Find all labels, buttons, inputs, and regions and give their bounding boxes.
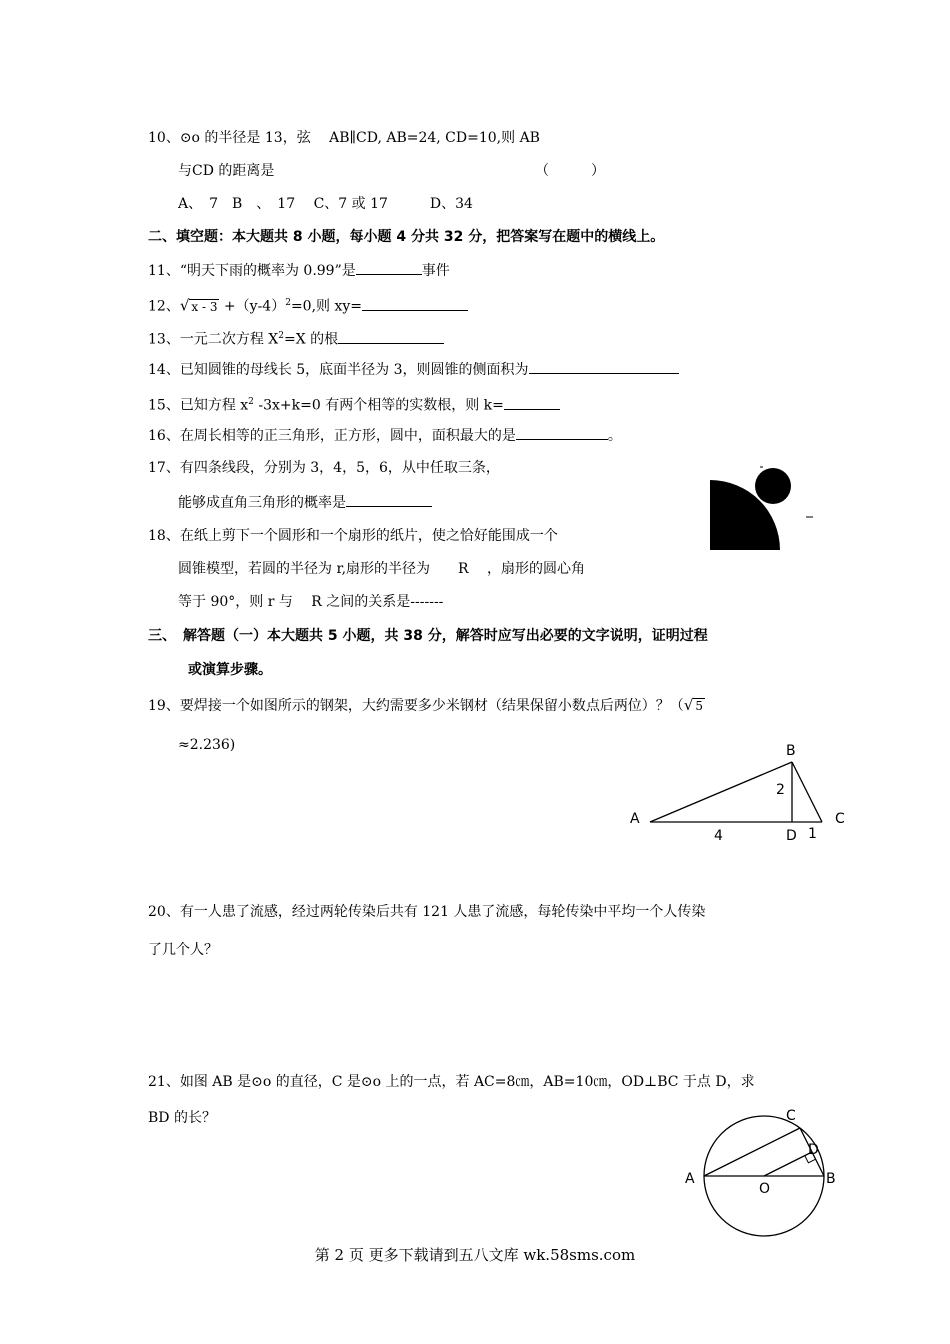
- q10-answer-paren: （ ）: [535, 163, 605, 179]
- q16-text: 16、在周长相等的正三角形，正方形，圆中，面积最大的是: [148, 428, 516, 444]
- q16: [148, 425, 622, 446]
- q17-line1: 17、有四条线段，分别为 3，4，5，6，从中任取三条，: [148, 460, 500, 476]
- q20-line1: 20、有一人患了流感，经过两轮传染后共有 121 人患了流感，每轮传染中平均一个人传染: [148, 904, 706, 920]
- q19-line2: ≈2.236): [178, 737, 236, 753]
- q15: [148, 392, 560, 416]
- label-c: C: [786, 1108, 796, 1124]
- q14-text: 14、已知圆锥的母线长 5，底面半径为 3，则圆锥的侧面积为: [148, 362, 529, 378]
- q15-text-after: -3x+k=0 有两个相等的实数根，则 k=: [253, 397, 504, 414]
- q17-blank: [346, 492, 432, 507]
- q19-text: 19、要焊接一个如图所示的钢架，大约需要多少米钢材（结果保留小数点后两位）？（: [148, 698, 684, 714]
- q12-blank: [362, 296, 468, 311]
- q13-text: 13、一元二次方程 X: [148, 331, 279, 348]
- section3-title: 三、 解答题（一）本大题共 5 小题，共 38 分，解答时应写出必要的文字说明，证明过程: [148, 628, 708, 644]
- q15-exponent: 2: [248, 397, 254, 407]
- label-ad-length: 4: [714, 828, 723, 844]
- q10-options: A、 7 B 、 17 C、7 或 17 D、34: [178, 196, 473, 212]
- section2-title: 二、填空题：本大题共 8 小题，每小题 4 分共 32 分，把答案写在题中的横线上。: [148, 229, 665, 245]
- q16-blank: [516, 425, 608, 440]
- q11-text: 11、“明天下雨的概率为 0.99”是: [148, 263, 356, 279]
- segment-od: [764, 1152, 812, 1176]
- q18-line2: 圆锥模型，若圆的半径为 r,扇形的半径为 R ，扇形的圆心角: [178, 561, 586, 577]
- label-b: B: [826, 1171, 836, 1187]
- q10-line2: 与CD 的距离是: [178, 163, 275, 179]
- q12-num: 12、: [148, 298, 180, 315]
- q13: [148, 326, 444, 350]
- label-d: D: [808, 1142, 819, 1158]
- label-d: D: [786, 828, 797, 844]
- q17-line2: [178, 492, 432, 513]
- q13-exponent: 2: [278, 331, 284, 341]
- q18-line3: 等于 90°，则 r 与 R 之间的关系是-------: [178, 594, 444, 610]
- q21-line2: BD 的长？: [148, 1110, 216, 1126]
- sqrt-sign-icon: √: [683, 696, 694, 714]
- q17-text: 能够成直角三角形的概率是: [178, 495, 346, 511]
- segment-ab: [650, 762, 792, 822]
- q18-line1: 18、在纸上剪下一个圆形和一个扇形的纸片，使之恰好能围成一个: [148, 528, 558, 544]
- label-a: A: [630, 811, 640, 827]
- q15-text: 15、已知方程 x: [148, 397, 249, 414]
- q21-line1: 21、如图 AB 是⊙o 的直径，C 是⊙o 上的一点，若 AC=8㎝，AB=10㎝，OD⊥BC 于点 D，求: [148, 1074, 755, 1090]
- q11-suffix: 事件: [421, 263, 450, 279]
- q19-radicand: 5: [695, 699, 704, 713]
- chord-ac: [704, 1128, 800, 1176]
- q12: [148, 293, 468, 317]
- label-o: O: [759, 1181, 771, 1197]
- section3-title-cont: 或演算步骤。: [188, 662, 272, 678]
- q11: [148, 260, 450, 281]
- q12-exponent: 2: [285, 298, 291, 308]
- q14: [148, 359, 679, 380]
- sqrt-sign-icon: √: [179, 296, 190, 315]
- page-footer: 第 2 页 更多下载请到五八文库 wk.58sms.com: [314, 1246, 636, 1264]
- steel-frame-figure: [620, 728, 860, 848]
- label-bd-length: 2: [776, 782, 785, 798]
- q20-line2: 了几个人？: [148, 942, 218, 958]
- q11-blank: [356, 260, 422, 275]
- q12-end: =0,则 xy=: [290, 298, 363, 315]
- label-dc-length: 1: [808, 826, 817, 842]
- q12-radicand: x - 3: [191, 299, 218, 314]
- q16-suffix: 。: [607, 428, 622, 444]
- q19-line1: [148, 695, 705, 716]
- label-b: B: [786, 743, 796, 759]
- q14-blank: [529, 359, 679, 374]
- q12-mid: +（y-4）: [219, 298, 286, 315]
- q13-blank: [338, 329, 444, 344]
- q15-blank: [504, 395, 560, 410]
- q10-line1: 10、⊙o 的半径是 13，弦 AB∥CD, AB=24, CD=10,则 AB: [148, 130, 540, 146]
- base-circle-shape: [755, 468, 791, 504]
- circle-diameter-figure: [676, 1098, 846, 1248]
- q13-text-after: =X 的根: [283, 331, 339, 348]
- label-a: A: [685, 1171, 695, 1187]
- cone-net-figure: [700, 458, 820, 558]
- label-c: C: [835, 811, 845, 827]
- segment-bc: [792, 762, 822, 822]
